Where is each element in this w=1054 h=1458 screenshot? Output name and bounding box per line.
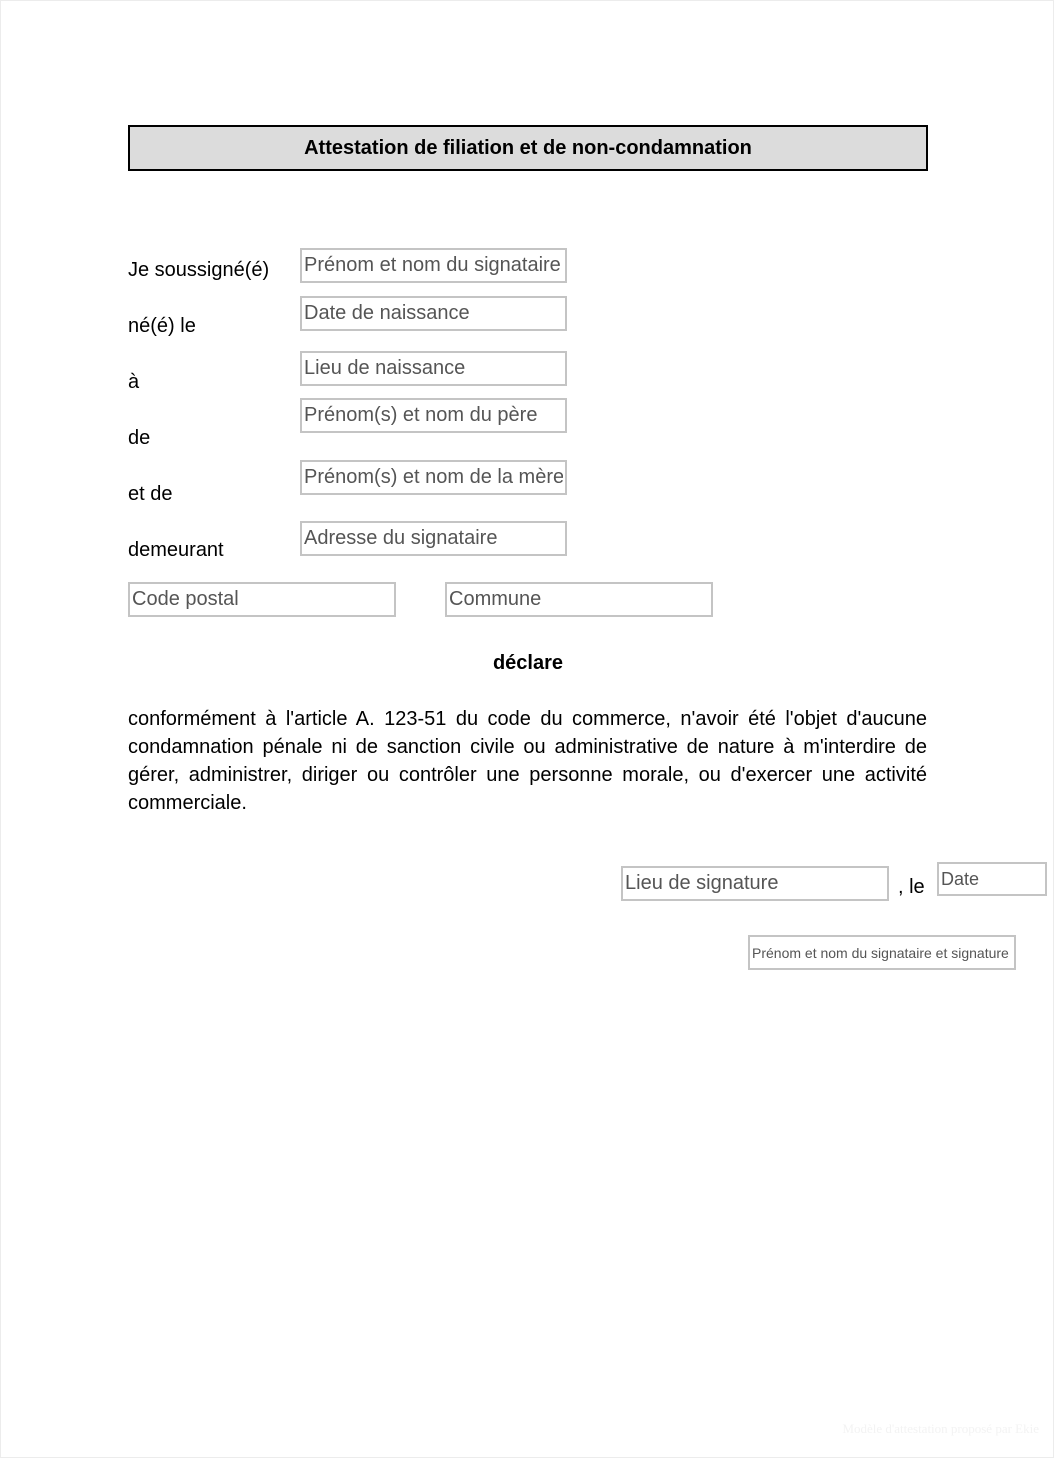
birth-date-input[interactable]	[300, 296, 567, 331]
signature-date-input[interactable]	[937, 862, 1047, 896]
label-a: à	[128, 371, 140, 393]
label-soussigne: Je soussigné(é)	[128, 259, 270, 281]
label-de: de	[128, 427, 151, 449]
birth-place-input[interactable]	[300, 351, 567, 386]
label-et-de: et de	[128, 483, 173, 505]
commune-input[interactable]	[445, 582, 713, 617]
le-connector: , le	[898, 876, 925, 898]
declare-heading: déclare	[492, 652, 564, 674]
document-title: Attestation de filiation et de non-condamnation	[128, 125, 928, 171]
postal-code-input[interactable]	[128, 582, 396, 617]
signature-place-input[interactable]	[621, 866, 889, 901]
declaration-text: conformément à l'article A. 123-51 du code du commerce, n'avoir été l'objet d'aucune condamnation pénale ni de sanction civile ou administrative de nature à m'interdire de gérer, administrer, diriger ou contrôler une personne morale, ou d'exercer une activité commerciale.	[128, 708, 927, 814]
address-input[interactable]	[300, 521, 567, 556]
label-demeurant: demeurant	[128, 539, 224, 561]
label-ne-le: né(é) le	[128, 315, 196, 337]
signataire-name-input[interactable]	[300, 248, 567, 283]
watermark: Modèle d'attestation proposé par Ekie	[842, 1421, 1039, 1436]
father-name-input[interactable]	[300, 398, 567, 433]
mother-name-input[interactable]	[300, 460, 567, 495]
signature-name-input[interactable]	[748, 935, 1016, 970]
